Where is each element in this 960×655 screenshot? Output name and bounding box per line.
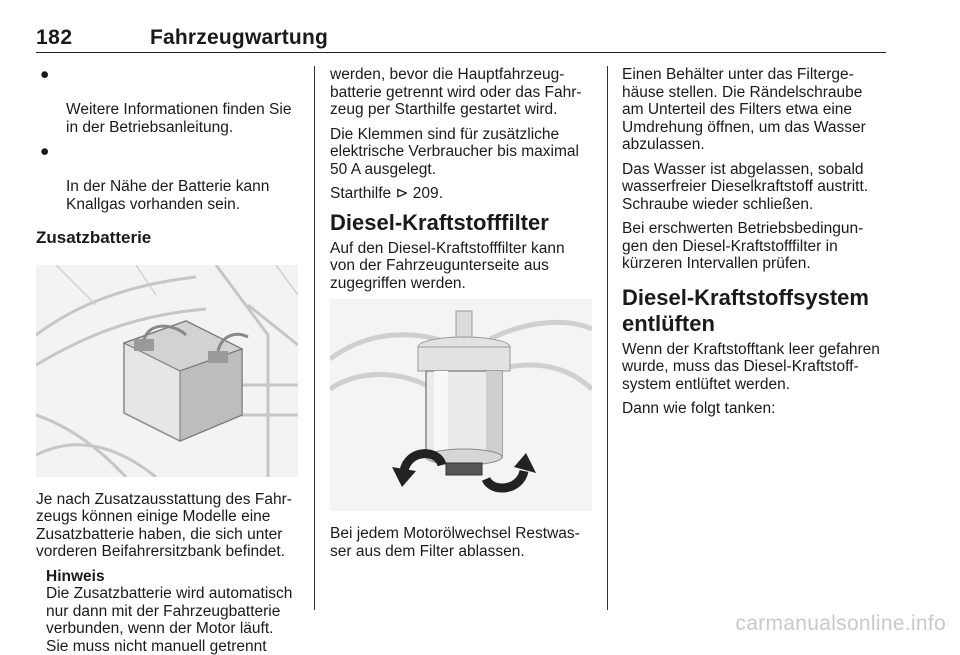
paragraph: Je nach Zusatzausstattung des Fahr- zeugs können einige Modelle eine Zusatzbatterie haben, die sich unter vorderen Beifahrersitzbank befindet. <box>36 490 292 560</box>
paragraph: Dann wie folgt tanken: <box>622 400 776 417</box>
paragraph: Die Klemmen sind für zusätzliche elektrische Verbraucher bis maximal 50 A ausgelegt. <box>330 125 579 178</box>
bullet-item <box>36 66 304 136</box>
column-divider <box>314 66 315 610</box>
battery-illustration <box>36 265 298 477</box>
column-divider <box>607 66 608 610</box>
bullet-item <box>36 143 304 213</box>
paragraph: Starthilfe ⊳ 209. <box>330 185 443 202</box>
paragraph: werden, bevor die Hauptfahrzeug- batterie getrennt wird oder das Fahr- zeug per Starthilfe gestartet wird. <box>330 66 582 118</box>
page-number: 182 <box>36 26 73 49</box>
bullet-text: Weitere Informationen finden Sie in der Betriebsanleitung. <box>66 101 292 136</box>
column-left <box>36 66 304 655</box>
section-heading-zusatzbatterie: Zusatzbatterie <box>36 228 152 247</box>
bullet-glyph: ● <box>40 66 50 83</box>
paragraph: Bei erschwerten Betriebsbedingun- gen den Diesel-Kraftstofffilter in kürzeren Intervallen prüfen. <box>622 220 864 272</box>
column-middle <box>330 66 596 567</box>
paragraph: Bei jedem Motorölwechsel Restwas- ser aus dem Filter ablassen. <box>330 525 580 560</box>
paragraph: Auf den Diesel-Kraftstofffilter kann von der Fahrzeugunterseite aus zugegriffen werden. <box>330 239 565 292</box>
watermark: carmanualsonline.info <box>735 612 946 635</box>
bullet-text: In der Nähe der Batterie kann Knallgas vorhanden sein. <box>66 178 270 213</box>
page-header <box>36 26 886 53</box>
note-text: Die Zusatzbatterie wird automatisch nur dann mit der Fahrzeugbatterie verbunden, wenn der Motor läuft. Sie muss nicht manuell getrennt <box>46 585 293 655</box>
note-title: Hinweis <box>46 567 105 585</box>
bullet-glyph: ● <box>40 143 50 160</box>
paragraph: Einen Behälter unter das Filterge- häuse stellen. Die Rändelschraube am Unterteil des Filters etwa eine Umdrehung öffnen, um das Wasser abzulassen. <box>622 66 866 153</box>
paragraph: Wenn der Kraftstofftank leer gefahren wurde, muss das Diesel-Kraftstoff- system entlüftet werden. <box>622 340 880 393</box>
section-heading-diesel-system: Diesel-Kraftstoffsystem entlüften <box>622 284 869 336</box>
section-heading-diesel-filter: Diesel-Kraftstofffilter <box>330 209 549 235</box>
paragraph: Das Wasser ist abgelassen, sobald wasserfreier Dieselkraftstoff austritt. Schraube wieder schließen. <box>622 160 869 213</box>
chapter-title: Fahrzeugwartung <box>150 26 329 49</box>
fuel-filter-illustration <box>330 299 592 511</box>
column-right <box>622 66 888 425</box>
